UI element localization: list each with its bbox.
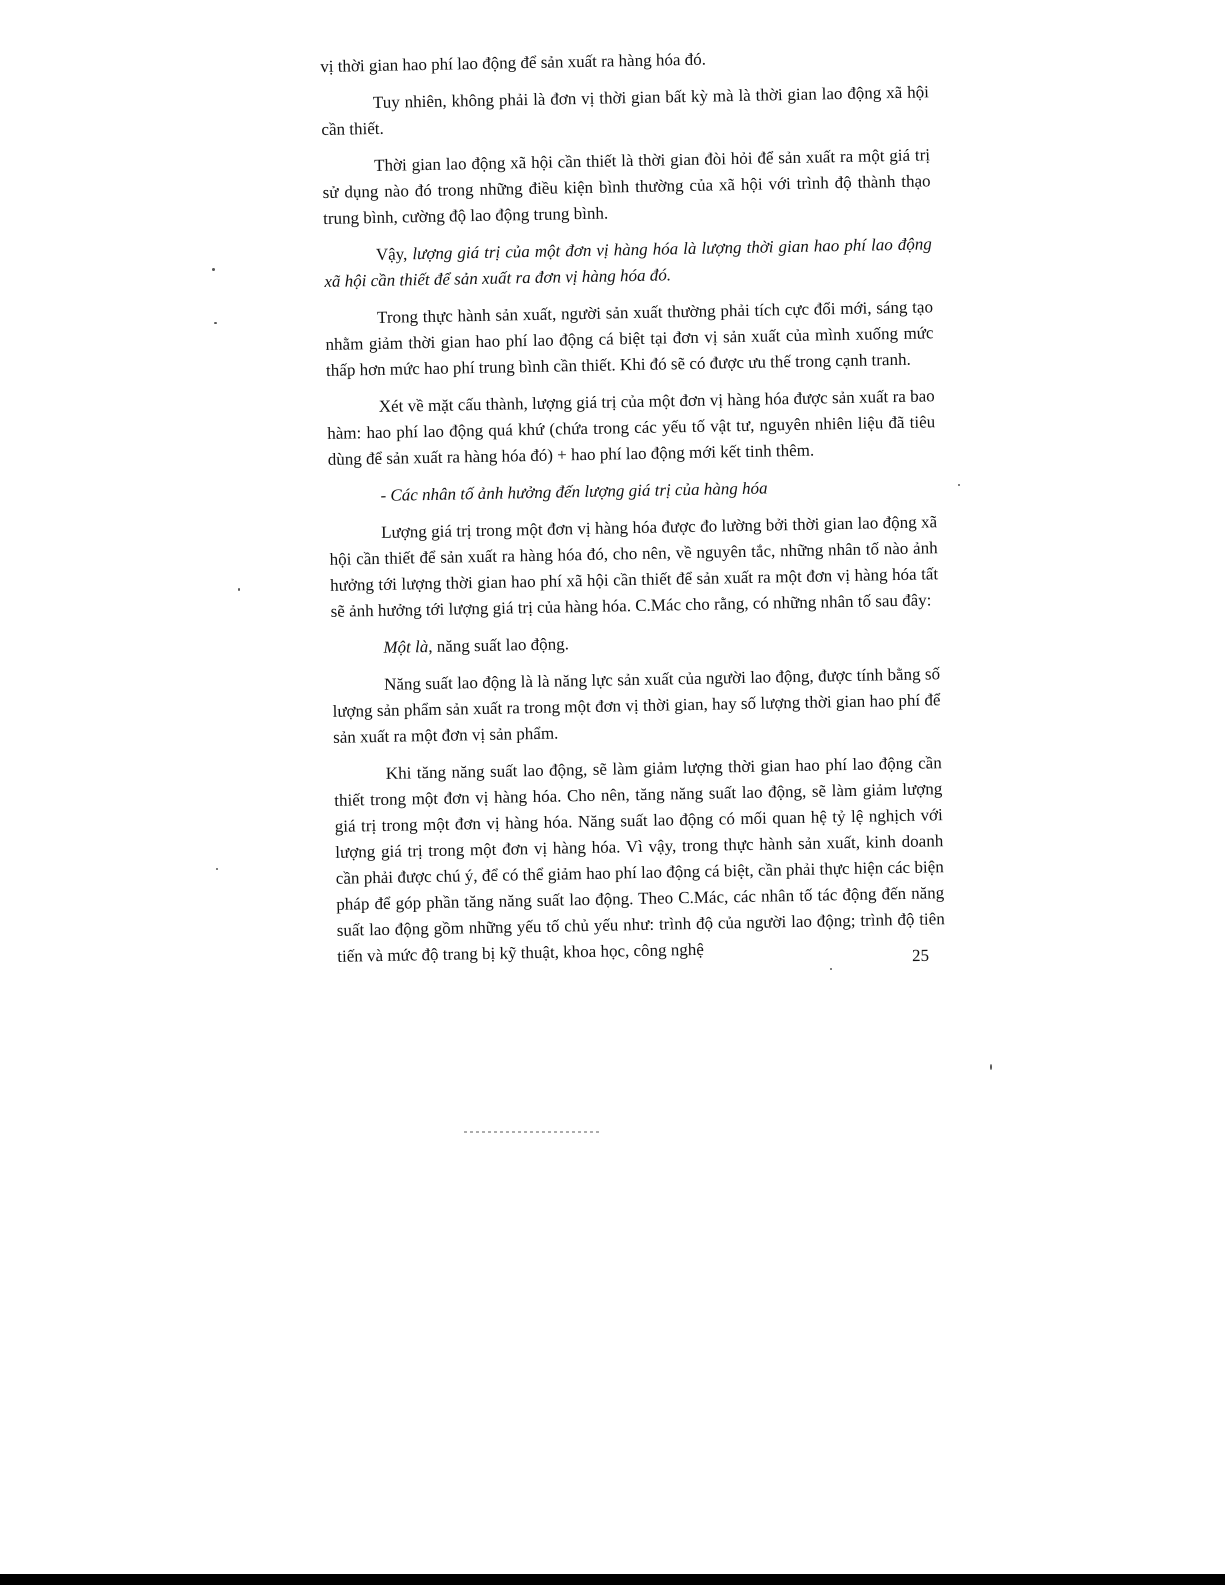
page-number: 25 <box>911 945 930 966</box>
scan-speck <box>238 588 240 591</box>
paragraph-5: Trong thực hành sản xuất, người sản xuất thường phải tích cực đổi mới, sáng tạo nhằm giảm thời gian hao phí lao động cá biệt tại đơn vị sản xuất của mình xuống mức thấp hơn mức hao phí trung bình cần thiết. Khi đó sẽ có được ưu thế trong cạnh tranh. <box>325 297 934 380</box>
scan-speck <box>214 322 217 324</box>
scan-speck <box>212 268 215 271</box>
paragraph-7: Lượng giá trị trong một đơn vị hàng hóa được đo lường bởi thời gian lao động xã hội cần thiết để sản xuất ra hàng hóa đó, cho nên, về nguyên tắc, những nhân tố nào ảnh hưởng tới lượng thời gian hao phí xã hội cần thiết để sản xuất ra một đơn vị hàng hóa tất sẽ ảnh hưởng tới lượng giá trị của hàng hóa. C.Mác cho rằng, có những nhân tố sau đây: <box>329 512 939 621</box>
scan-speck <box>216 868 218 870</box>
paragraph-4-lead: Vậy, <box>375 244 413 264</box>
paragraph-1: vị thời gian hao phí lao động để sản xuất ra hàng hóa đó. <box>320 49 707 76</box>
paragraph-6: Xét về mặt cấu thành, lượng giá trị của một đơn vị hàng hóa được sản xuất ra bao hàm: hao phí lao động quá khứ (chứa trong các yếu tố vật tư, nguyên nhiên liệu đã tiêu dùng để sản xuất ra hàng hóa đó) + hao phí lao động mới kết tinh thêm. <box>327 386 936 469</box>
paragraph-8-rest: , năng suất lao động. <box>428 634 570 657</box>
scan-speck <box>830 968 832 970</box>
scan-artifact <box>464 1131 600 1133</box>
paragraph-8-lead: Một là <box>383 637 429 657</box>
scan-bottom-edge <box>0 1574 1225 1585</box>
paragraph-10: Khi tăng năng suất lao động, sẽ làm giảm lượng thời gian hao phí lao động cần thiết trong một đơn vị hàng hóa. Cho nên, tăng năng suất lao động, sẽ làm giảm lượng giá trị trong một đơn vị hàng hóa. Năng suất lao động có mối quan hệ tỷ lệ nghịch với lượng giá trị trong một đơn vị hàng hóa. Vì vậy, trong thực hành sản xuất, kinh doanh cần phải được chú ý, để có thể giảm hao phí lao động cá biệt, cần phải thực hiện các biện pháp để góp phần tăng năng suất lao động. Theo C.Mác, các nhân tố tác động đến năng suất lao động gồm những yếu tố chủ yếu như: trình độ của người lao động; trình độ tiên tiến và mức độ trang bị kỹ thuật, khoa học, công nghệ <box>334 753 945 966</box>
paragraph-9: Năng suất lao động là là năng lực sản xuất của người lao động, được tính bằng số lượng sản phẩm sản xuất ra trong một đơn vị thời gian, hay số lượng thời gian hao phí để sản xuất ra một đơn vị sản phẩm. <box>332 664 941 747</box>
paragraph-2: Tuy nhiên, không phải là đơn vị thời gian bất kỳ mà là thời gian lao động xã hội cần thiết. <box>321 82 930 139</box>
scan-speck <box>958 484 960 486</box>
paragraph-8 <box>331 624 939 662</box>
section-subheading <box>328 472 936 510</box>
page-body <box>320 42 946 981</box>
paragraph-3: Thời gian lao động xã hội cần thiết là thời gian đòi hỏi để sản xuất ra một giá trị sử dụng nào đó trong những điều kiện bình thường của xã hội với trình độ thành thạo trung bình, cường độ lao động trung bình. <box>322 145 931 228</box>
paragraph-4-definition: lượng giá trị của một đơn vị hàng hóa là lượng thời gian hao phí lao động xã hội cần thiết để sản xuất ra đơn vị hàng hóa đó. <box>324 234 932 291</box>
scan-speck <box>990 1064 992 1070</box>
paragraph-4 <box>324 231 933 295</box>
subheading-text: - Các nhân tố ảnh hưởng đến lượng giá trị của hàng hóa <box>380 478 768 505</box>
